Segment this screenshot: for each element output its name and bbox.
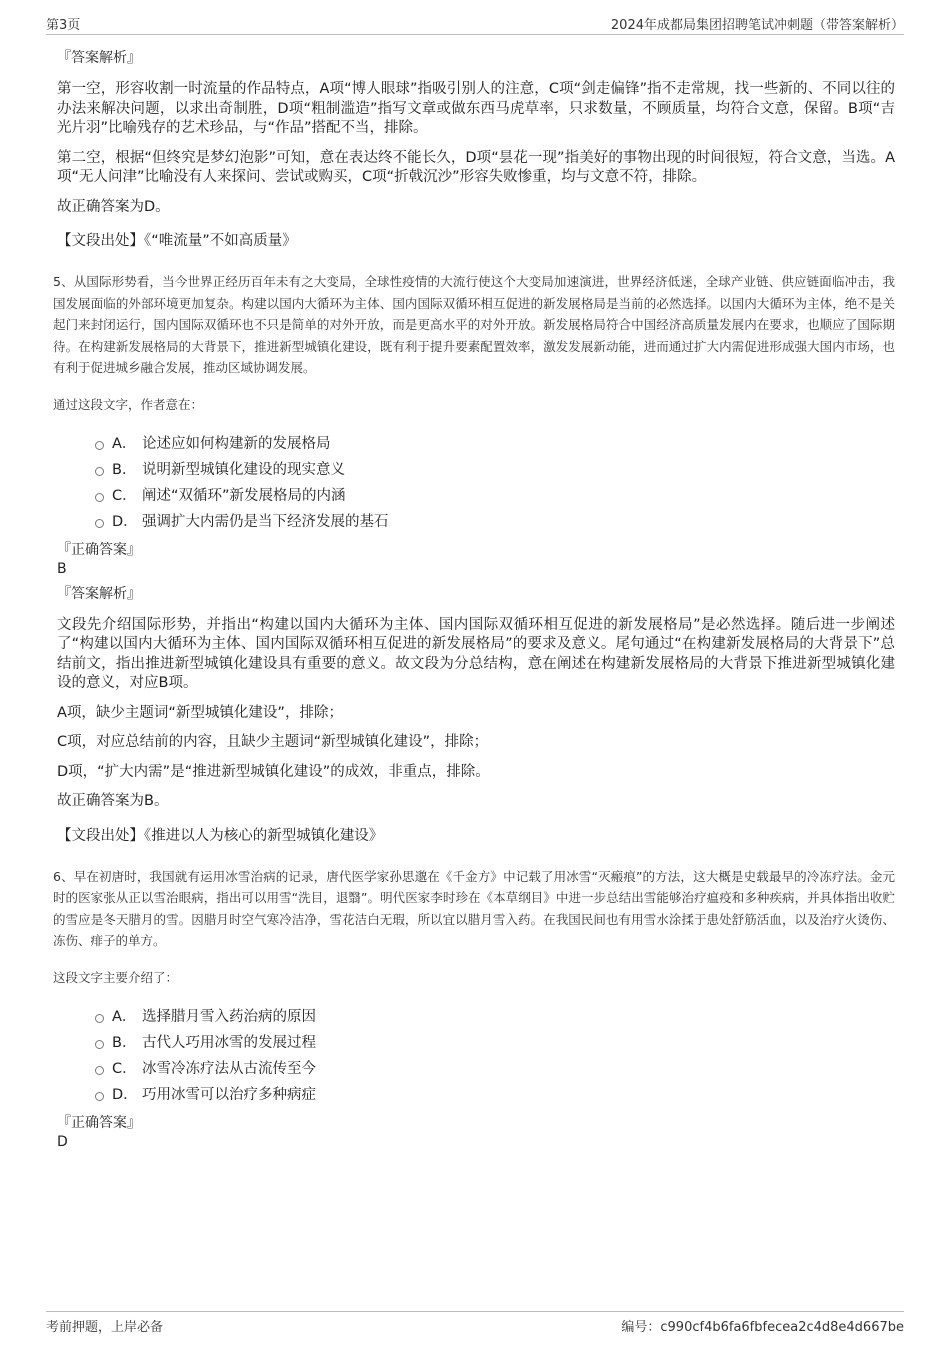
radio-icon[interactable] xyxy=(95,1066,104,1075)
analysis-paragraph: 第二空，根据“但终究是梦幻泡影”可知，意在表达终不能长久，D项“昙花一现”指美好的事物出现的时间很短，符合文意，当选。A项“无人问津”比喻没有人来探问、尝试或购买，C项“折戟沉沙”形容失败惨重，均与文意不符，排除。 xyxy=(57,149,895,185)
option-a[interactable] xyxy=(95,1004,895,1030)
source-citation: 【文段出处】《推进以人为核心的新型城镇化建设》 xyxy=(57,827,384,844)
question-6-text: 6、早在初唐时，我国就有运用冰雪治病的记录，唐代医学家孙思邈在《千金方》中记载了用冰雪“灭瘢痕”的方法，这大概是史载最早的冷冻疗法。金元时的医家张从正以雪治眼病，指出可以用雪“洗目，退翳”。明代医家李时珍在《本草纲目》中进一步总结出雪能够治疗瘟疫和多种疾病，并具体指出收贮的雪应是冬天腊月的雪。因腊月时空气寒冷洁净，雪花洁白无瑕，所以宜以腊月雪入药。在我国民间也有用雪水涂揉于患处舒筋活血，以及治疗火烫伤、冻伤、痱子的单方。 xyxy=(53,868,895,948)
question-5-prompt: 通过这段文字，作者意在： xyxy=(53,396,204,412)
option-c[interactable] xyxy=(95,483,895,509)
analysis-paragraph: 第一空，形容收割一时流量的作品特点，A项“博人眼球”指吸引别人的注意，C项“剑走偏锋”指不走常规，找一些新的、不同以往的办法来解决问题，以求出奇制胜，D项“粗制滥造”指写文章或做东西马虎草率，只求数量，不顾质量，均符合文意，保留。B项“吉光片羽”比喻残存的艺术珍品，与“作品”搭配不当，排除。 xyxy=(57,81,895,136)
analysis-paragraph: D项，“扩大内需”是“推进新型城镇化建设”的成效，非重点，排除。 xyxy=(57,763,490,780)
correct-answer-label: 『正确答案』 xyxy=(57,541,141,558)
option-a[interactable] xyxy=(95,431,895,457)
correct-answer-value: D xyxy=(57,1133,68,1150)
analysis-label: 『答案解析』 xyxy=(57,585,141,602)
option-text: 选择腊月雪入药治病的原因 xyxy=(142,1008,316,1025)
option-letter: B． xyxy=(112,461,137,478)
option-text: 冰雪冷冻疗法从古流传至今 xyxy=(142,1060,316,1077)
option-letter: C． xyxy=(112,1060,137,1077)
analysis-paragraph: A项，缺少主题词“新型城镇化建设”，排除； xyxy=(57,704,343,721)
option-letter: D． xyxy=(112,1086,138,1103)
radio-icon[interactable] xyxy=(95,467,104,476)
question-6-options xyxy=(95,1004,895,1108)
document-title: 2024年成都局集团招聘笔试冲刺题（带答案解析） xyxy=(610,18,904,33)
radio-icon[interactable] xyxy=(95,1040,104,1049)
document-body xyxy=(53,44,895,1152)
option-text: 阐述“双循环”新发展格局的内涵 xyxy=(142,487,346,504)
option-text: 说明新型城镇化建设的现实意义 xyxy=(142,461,345,478)
option-d[interactable] xyxy=(95,1082,895,1108)
document-id: 编号：c990cf4b6fa6fbfecea2c4d8e4d667be xyxy=(621,1320,904,1335)
option-d[interactable] xyxy=(95,509,895,535)
correct-answer-label: 『正确答案』 xyxy=(57,1114,141,1131)
radio-icon[interactable] xyxy=(95,519,104,528)
option-text: 巧用冰雪可以治疗多种病症 xyxy=(142,1086,316,1103)
option-b[interactable] xyxy=(95,1030,895,1056)
question-5-options xyxy=(95,431,895,535)
page-header xyxy=(46,14,904,35)
radio-icon[interactable] xyxy=(95,441,104,450)
page-number: 第3页 xyxy=(46,18,81,33)
option-letter: D． xyxy=(112,513,138,530)
option-c[interactable] xyxy=(95,1056,895,1082)
analysis-paragraph: 文段先介绍国际形势，并指出“构建以国内大循环为主体、国内国际双循环相互促进的新发展格局”是必然选择。随后进一步阐述了“构建以国内大循环为主体、国内国际双循环相互促进的新发展格局”的要求及意义。尾句通过“在构建新发展格局的大背景下”总结前文，指出推进新型城镇化建设具有重要的意义。故文段为分总结构，意在阐述在构建新发展格局的大背景下推进新型城镇化建设的意义，对应B项。 xyxy=(57,616,895,691)
analysis-label: 『答案解析』 xyxy=(57,50,141,66)
option-b[interactable] xyxy=(95,457,895,483)
page-footer xyxy=(46,1311,904,1338)
option-text: 论述应如何构建新的发展格局 xyxy=(142,435,331,452)
option-text: 强调扩大内需仍是当下经济发展的基石 xyxy=(142,513,389,530)
analysis-paragraph: 故正确答案为D。 xyxy=(57,198,170,215)
option-letter: C． xyxy=(112,487,137,504)
option-letter: A． xyxy=(112,435,137,452)
radio-icon[interactable] xyxy=(95,493,104,502)
question-6-prompt: 这段文字主要介绍了： xyxy=(53,969,179,985)
analysis-paragraph: 故正确答案为B。 xyxy=(57,793,169,809)
option-text: 古代人巧用冰雪的发展过程 xyxy=(142,1034,316,1051)
radio-icon[interactable] xyxy=(95,1014,104,1023)
radio-icon[interactable] xyxy=(95,1092,104,1101)
source-citation: 【文段出处】《“唯流量”不如高质量》 xyxy=(57,233,297,249)
footer-slogan: 考前押题，上岸必备 xyxy=(46,1320,164,1335)
correct-answer-value: B xyxy=(57,560,67,577)
analysis-paragraph: C项，对应总结前的内容，且缺少主题词“新型城镇化建设”，排除； xyxy=(57,734,489,750)
question-5-text: 5、从国际形势看，当今世界正经历百年未有之大变局，全球性疫情的大流行使这个大变局加速演进，世界经济低迷，全球产业链、供应链面临冲击，我国发展面临的外部环境更加复杂。构建以国内大循环为主体、国内国际双循环相互促进的新发展格局是当前的必然选择。以国内大循环为主体，绝不是关起门来封闭运行，国内国际双循环也不只是简单的对外开放，而是更高水平的对外开放。新发展格局符合中国经济高质量发展内在要求，也顺应了国际期待。在构建新发展格局的大背景下，推进新型城镇化建设，既有利于提升要素配置效率，激发发展新动能，进而通过扩大内需促进形成强大国内市场，也有利于促进城乡融合发展，推动区域协调发展。 xyxy=(53,274,895,375)
option-letter: B． xyxy=(112,1034,137,1051)
option-letter: A． xyxy=(112,1008,137,1025)
